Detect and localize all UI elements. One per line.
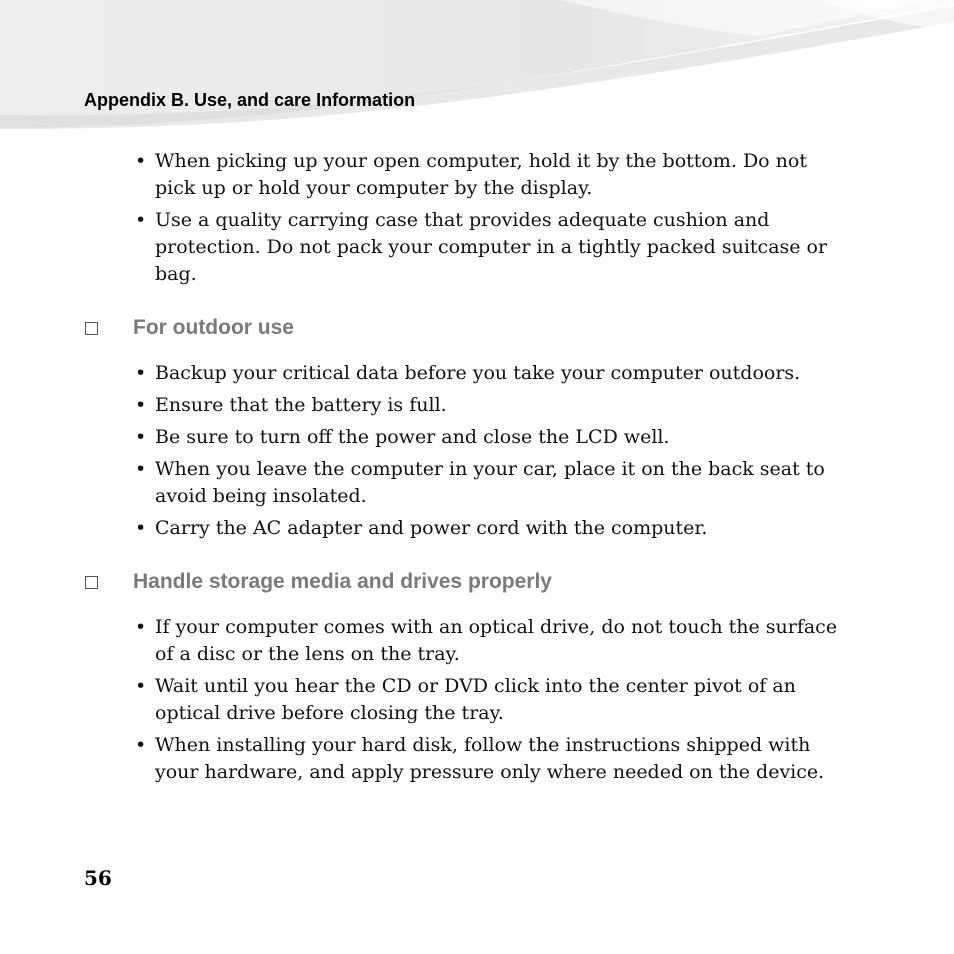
bullet-icon: • (135, 734, 147, 756)
list-item (133, 148, 853, 202)
intro-bullet-list (133, 148, 853, 293)
bullet-text: Be sure to turn off the power and close the LCD well. (155, 426, 670, 448)
bullet-icon: • (135, 209, 147, 231)
bullet-text: Wait until you hear the CD or DVD click into the center pivot of an optical drive before closing the tray. (155, 675, 796, 724)
page-number: 56 (84, 866, 112, 890)
bullet-text: Carry the AC adapter and power cord with the computer. (155, 517, 708, 539)
bullet-icon: • (135, 517, 147, 539)
list-item (133, 424, 853, 451)
bullet-icon: • (135, 394, 147, 416)
bullet-icon: • (135, 675, 147, 697)
bullet-text: Ensure that the battery is full. (155, 394, 447, 416)
list-item (133, 732, 853, 786)
list-item (133, 360, 853, 387)
bullet-text: When picking up your open computer, hold it by the bottom. Do not pick up or hold your computer by the display. (155, 150, 807, 199)
square-bullet-icon (85, 322, 98, 335)
running-head: Appendix B. Use, and care Information (84, 90, 416, 110)
list-item (133, 515, 853, 542)
square-bullet-icon (85, 576, 98, 589)
outdoor-bullet-list (133, 360, 853, 547)
bullet-text: When installing your hard disk, follow the instructions shipped with your hardware, and apply pressure only where needed on the device. (155, 734, 825, 783)
storage-media-bullet-list (133, 614, 853, 791)
list-item (133, 456, 853, 510)
bullet-text: Use a quality carrying case that provides adequate cushion and protection. Do not pack your computer in a tightly packed suitcase or bag. (155, 209, 828, 285)
list-item (133, 207, 853, 288)
bullet-icon: • (135, 426, 147, 448)
list-item (133, 392, 853, 419)
list-item (133, 673, 853, 727)
section-heading-label: Handle storage media and drives properly (133, 570, 552, 593)
bullet-text: If your computer comes with an optical drive, do not touch the surface of a disc or the lens on the tray. (155, 616, 838, 665)
bullet-icon: • (135, 362, 147, 384)
bullet-icon: • (135, 458, 147, 480)
bullet-text: Backup your critical data before you take your computer outdoors. (155, 362, 801, 384)
list-item (133, 614, 853, 668)
bullet-icon: • (135, 616, 147, 638)
bullet-text: When you leave the computer in your car, place it on the back seat to avoid being insolated. (155, 458, 825, 507)
section-heading-label: For outdoor use (133, 316, 294, 339)
bullet-icon: • (135, 150, 147, 172)
